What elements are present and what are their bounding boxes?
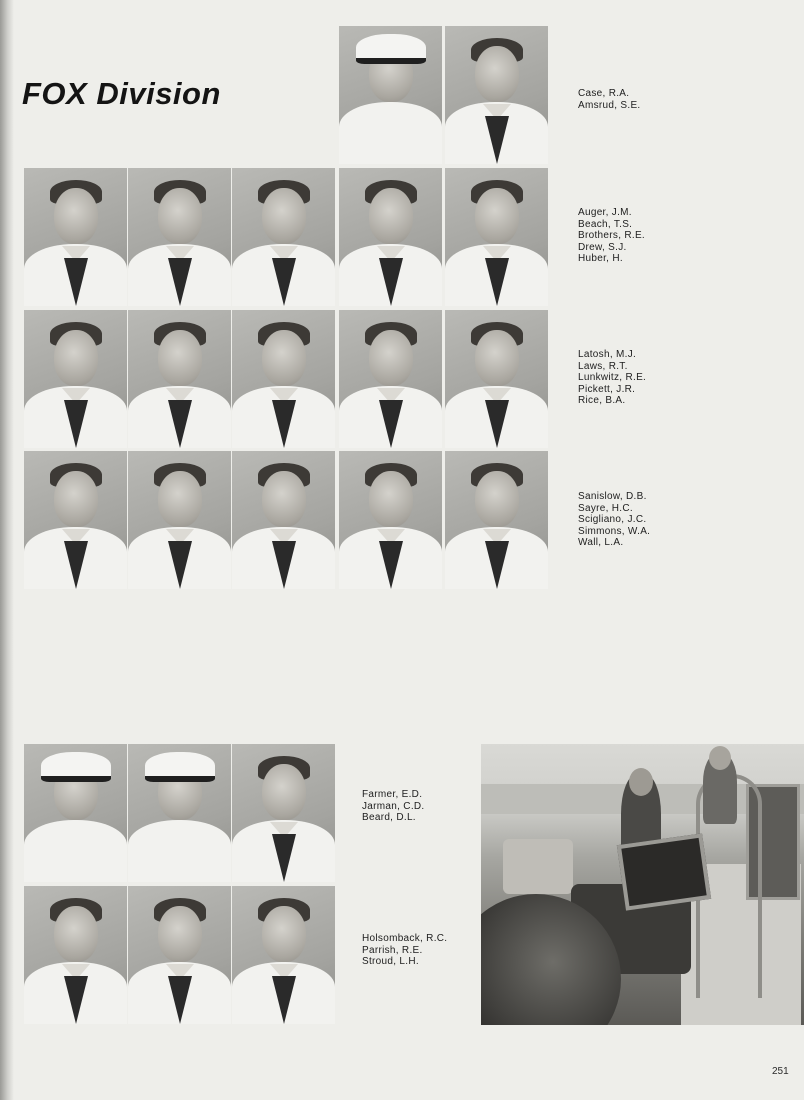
portrait-sailor (128, 168, 231, 306)
name-entry: Amsrud, S.E. (578, 99, 641, 111)
portrait-officer (24, 744, 127, 882)
name-entry: Rice, B.A. (578, 395, 626, 407)
portrait-sailor (339, 310, 442, 448)
portrait-sailor (24, 886, 127, 1024)
division-title: FOX Division (22, 76, 221, 111)
portrait-sailor (24, 451, 127, 589)
name-entry: Scigliano, J.C. (578, 514, 647, 526)
name-entry: Sanislow, D.B. (578, 491, 647, 502)
portrait-sailor (232, 886, 335, 1024)
portrait-sailor (24, 310, 127, 448)
name-list-group-5 (362, 789, 425, 824)
name-entry: Latosh, M.J. (578, 349, 637, 360)
name-entry: Case, R.A. (578, 88, 630, 99)
portrait-sailor (232, 744, 335, 882)
portrait-sailor (339, 451, 442, 589)
name-entry: Drew, S.J. (578, 241, 627, 253)
portrait-sailor (232, 451, 335, 589)
name-entry: Laws, R.T. (578, 360, 628, 372)
portrait-sailor (445, 26, 548, 164)
portrait-sailor (128, 310, 231, 448)
portrait-sailor (232, 310, 335, 448)
name-entry: Simmons, W.A. (578, 525, 651, 537)
name-entry: Jarman, C.D. (362, 800, 425, 812)
name-entry: Stroud, L.H. (362, 956, 419, 968)
name-entry: Parrish, R.E. (362, 944, 423, 956)
portrait-sailor (232, 168, 335, 306)
name-list-group-6 (362, 933, 447, 968)
portrait-officer (128, 744, 231, 882)
shipboard-photo (481, 744, 804, 1025)
portrait-sailor (445, 310, 548, 448)
portrait-sailor (445, 168, 548, 306)
name-entry: Sayre, H.C. (578, 502, 633, 514)
name-entry: Beach, T.S. (578, 218, 633, 230)
name-entry: Beard, D.L. (362, 812, 416, 824)
portrait-sailor (445, 451, 548, 589)
name-entry: Lunkwitz, R.E. (578, 372, 647, 384)
portrait-officer (339, 26, 442, 164)
name-entry: Brothers, R.E. (578, 230, 645, 242)
name-entry: Pickett, J.R. (578, 383, 636, 395)
name-entry: Farmer, E.D. (362, 789, 423, 800)
portrait-sailor (128, 451, 231, 589)
name-entry: Huber, H. (578, 253, 623, 265)
portrait-sailor (339, 168, 442, 306)
name-list-group-4 (578, 491, 650, 549)
name-entry: Wall, L.A. (578, 537, 624, 549)
name-entry: Auger, J.M. (578, 207, 632, 218)
page-number: 251 (772, 1066, 789, 1077)
name-entry: Holsomback, R.C. (362, 933, 448, 944)
portrait-sailor (128, 886, 231, 1024)
name-list-group-3 (578, 349, 646, 407)
page-gutter-shadow (0, 0, 14, 1100)
name-list-group-1 (578, 88, 641, 111)
name-list-group-2 (578, 207, 645, 265)
portrait-sailor (24, 168, 127, 306)
